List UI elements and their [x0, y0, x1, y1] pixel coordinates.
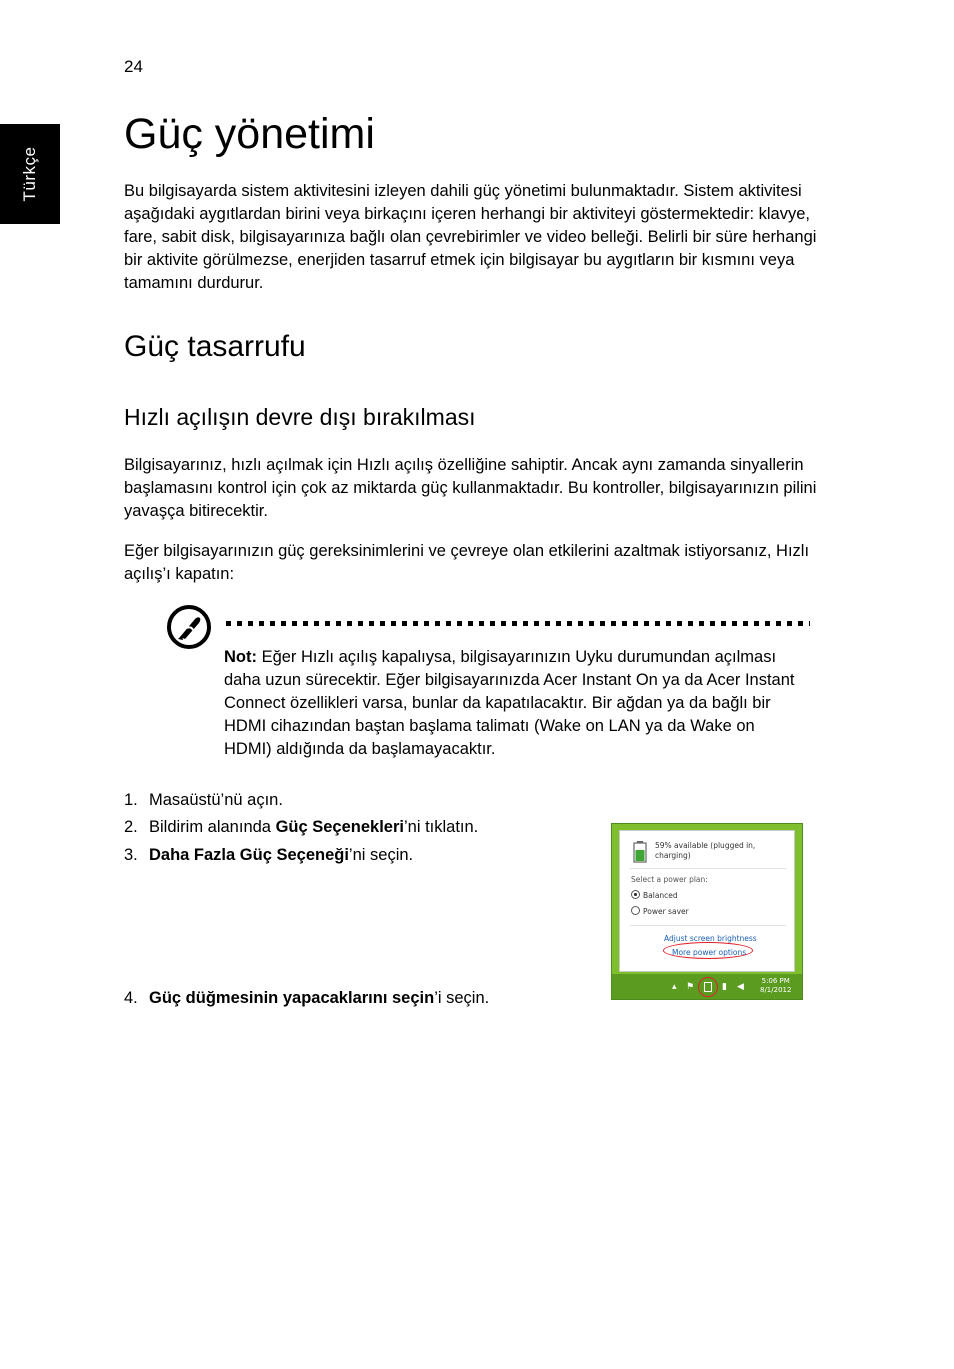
note-body: Eğer Hızlı açılış kapalıysa, bilgisayarınızın Uyku durumundan açılması daha uzun sürecektir. Eğer bilgisayarınızda Acer Instant On ya da Acer Instant Connect özellikleri varsa, bunlar da kapatılacaktır. Bir ağdan ya da bağlı bir HDMI cihazından baştan başlama talimatı (Wake on LAN ya da Wake on HDMI) aldığında da başlamayacaktır. [224, 648, 795, 758]
network-icon[interactable]: ▮ [722, 981, 727, 991]
highlight-oval [663, 942, 753, 959]
action-center-flag-icon[interactable]: ⚑ [686, 981, 695, 991]
battery-status: 59% available (plugged in, charging) [655, 841, 756, 860]
radio-dot [631, 890, 640, 899]
body-paragraph-2: Eğer bilgisayarınızın güç gereksinimlerini ve çevreye olan etkilerini azaltmak istiyorsanız, Hızlı açılış’ı kapatın: [124, 542, 810, 583]
language-tab-label: Türkçe [20, 146, 39, 202]
note-pen-icon [166, 604, 212, 650]
page-title: Güç yönetimi [124, 110, 375, 158]
subsection-title: Hızlı açılışın devre dışı bırakılması [124, 404, 476, 430]
power-options-screenshot [611, 823, 803, 1000]
step-item: 1. Masaüstü’nü açın. [124, 791, 283, 809]
battery-charging-icon [633, 841, 647, 863]
taskbar-clock[interactable]: 5:06 PM 8/1/2012 [760, 977, 792, 994]
language-tab [0, 124, 60, 224]
note-label: Not: [224, 648, 257, 666]
more-power-options-link[interactable]: More power options [672, 948, 747, 957]
highlight-circle [698, 977, 718, 997]
page-number: 24 [124, 57, 143, 76]
note-text [224, 646, 804, 761]
divider [630, 868, 786, 869]
divider [630, 925, 786, 926]
plan-label: Select a power plan: [631, 875, 708, 884]
taskbar [612, 974, 802, 999]
chevron-up-icon[interactable]: ▴ [672, 981, 677, 991]
intro-paragraph: Bu bilgisayarda sistem aktivitesini izleyen dahili güç yönetimi bulunmaktadır. Sistem aktivitesi aşağıdaki aygıtlardan birini veya birkaçını içeren herhangi bir aktiviteyi göstermektedir: klavye, fare, sabit disk, bilgisayarınıza bağlı olan çevrebirimler ve video belleği. Belirli bir süre herhangi bir aktivite görülmezse, enerjiden tasarruf etmek için bilgisayar bu aygıtların bir kısmını veya tamamını durdurur. [124, 182, 817, 292]
step-item: 4. Güç düğmesinin yapacaklarını seçin’i seçin. [124, 989, 490, 1007]
step-item: 2. Bildirim alanında Güç Seçenekleri’ni tıklatın. [124, 818, 479, 836]
adjust-brightness-link[interactable]: Adjust screen brightness [664, 934, 757, 943]
radio-power-saver[interactable]: Power saver [631, 906, 689, 917]
radio-dot [631, 906, 640, 915]
section-title: Güç tasarrufu [124, 330, 306, 363]
radio-balanced[interactable]: Balanced [631, 890, 678, 901]
note-divider [226, 621, 810, 626]
step-item: 3. Daha Fazla Güç Seçeneği’ni seçin. [124, 846, 414, 864]
power-flyout [619, 830, 795, 972]
volume-icon[interactable]: ◀ [737, 981, 744, 991]
body-paragraph-1: Bilgisayarınız, hızlı açılmak için Hızlı açılış özelliğine sahiptir. Ancak aynı zamanda sinyallerin başlamasını kontrol için çok az miktarda güç kullanmaktadır. Bu kontroller, bilgisayarınızın pilini yavaşça bitirecektir. [124, 456, 817, 520]
